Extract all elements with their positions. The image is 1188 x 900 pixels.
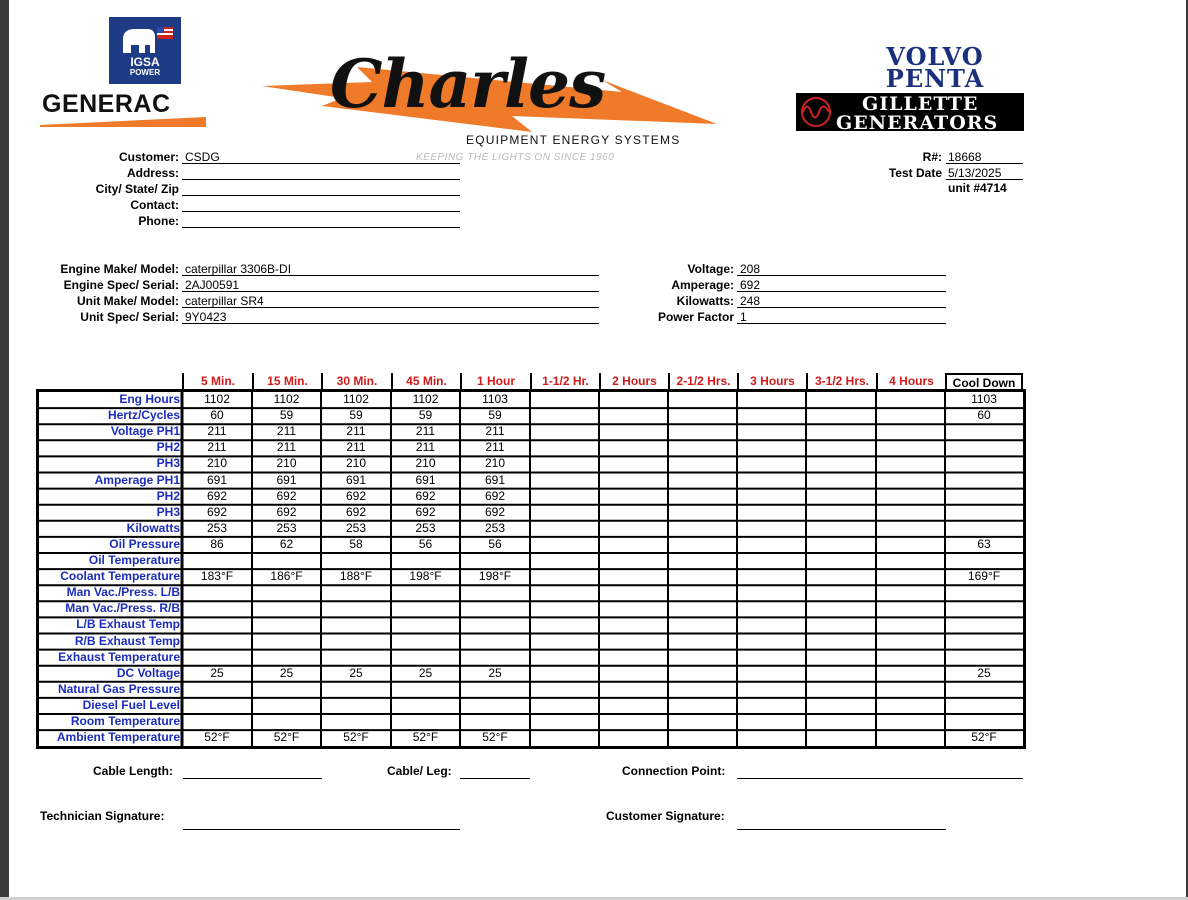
cable-length-line bbox=[183, 778, 322, 779]
table-cell: 186°F bbox=[270, 569, 303, 584]
table-cell: 211 bbox=[276, 424, 297, 439]
customer-field-label: Address: bbox=[126, 166, 179, 180]
table-cell: 59 bbox=[279, 408, 294, 423]
table-row-label: R/B Exhaust Temp bbox=[74, 633, 180, 648]
field-line bbox=[737, 323, 946, 324]
table-cell: 692 bbox=[415, 504, 436, 519]
table-cell: 1102 bbox=[273, 392, 300, 406]
gillette-logo bbox=[796, 93, 1024, 134]
table-row-label: Man Vac./Press. L/B bbox=[66, 585, 180, 600]
engine-field-label: Unit Make/ Model: bbox=[76, 294, 179, 308]
table-cell: 692 bbox=[206, 504, 228, 519]
igsa-sub: POWER bbox=[129, 68, 161, 77]
table-cell: 198°F bbox=[478, 569, 512, 584]
customer-field-label: City/ State/ Zip bbox=[95, 182, 179, 196]
table-row-label: Hertz/Cycles bbox=[107, 408, 180, 423]
table-cell: 1102 bbox=[204, 392, 230, 406]
generac-swoosh bbox=[40, 117, 206, 127]
table-row-label: PH3 bbox=[156, 504, 180, 519]
table-cell: 692 bbox=[276, 488, 297, 503]
table-cell: 52°F bbox=[343, 730, 369, 745]
table-cell: 56 bbox=[488, 536, 502, 551]
table-cell: 211 bbox=[346, 440, 366, 455]
table-cell: 211 bbox=[415, 440, 436, 455]
table-row-label: Natural Gas Pressure bbox=[57, 681, 180, 696]
table-row-label: PH2 bbox=[156, 488, 180, 503]
table-row-label: PH3 bbox=[156, 456, 180, 471]
table-cell: 210 bbox=[345, 456, 367, 471]
table-cell: 211 bbox=[207, 424, 227, 439]
table-cell: 691 bbox=[276, 472, 297, 487]
table-cell: 211 bbox=[276, 440, 297, 455]
table-cell: 25 bbox=[418, 665, 433, 680]
table-cell: 692 bbox=[345, 504, 367, 519]
column-header: Cool Down bbox=[945, 373, 1023, 389]
table-cell: 52°F bbox=[204, 730, 230, 745]
table-cell: 691 bbox=[484, 472, 506, 487]
table-row-label: PH2 bbox=[156, 440, 180, 455]
field-line bbox=[182, 179, 460, 180]
field-line bbox=[182, 275, 599, 276]
table-cell: 1102 bbox=[343, 392, 369, 406]
table-cell: 60 bbox=[977, 408, 991, 423]
field-line bbox=[182, 323, 599, 324]
table-row-label: Oil Pressure bbox=[109, 536, 180, 551]
column-header: 3 Hours bbox=[737, 373, 806, 389]
table-row-label: Oil Temperature bbox=[88, 553, 180, 567]
column-header: 30 Min. bbox=[321, 373, 391, 389]
table-cell: 1103 bbox=[482, 392, 508, 406]
table-cell: 210 bbox=[276, 456, 297, 471]
engine-field-value: 9Y0423 bbox=[185, 310, 227, 324]
table-cell: 692 bbox=[276, 504, 297, 519]
technician-signature-line bbox=[183, 829, 460, 830]
table-row-label: Man Vac./Press. R/B bbox=[65, 601, 180, 616]
customer-field-label: Phone: bbox=[138, 214, 179, 228]
engine-field-label: Engine Make/ Model: bbox=[60, 262, 179, 276]
electrical-field-value: 692 bbox=[740, 278, 761, 292]
table-cell: 211 bbox=[346, 424, 366, 439]
elephant-icon bbox=[117, 23, 173, 59]
field-line bbox=[946, 163, 1023, 164]
table-cell: 59 bbox=[488, 408, 502, 423]
field-line bbox=[182, 291, 599, 292]
field-line bbox=[182, 163, 460, 164]
table-cell: 253 bbox=[276, 520, 297, 535]
wave-icon bbox=[799, 97, 833, 127]
engine-field-value: caterpillar SR4 bbox=[185, 294, 264, 308]
table-cell: 188°F bbox=[339, 569, 373, 584]
table-row-label: Eng Hours bbox=[119, 392, 180, 406]
charles-subtitle: EQUIPMENT ENERGY SYSTEMS bbox=[466, 133, 681, 147]
page-edge bbox=[0, 0, 9, 900]
column-header: 2-1/2 Hrs. bbox=[668, 373, 737, 389]
electrical-field-label: Power Factor bbox=[657, 310, 734, 324]
r-number-value: 18668 bbox=[948, 150, 982, 164]
engine-field-label: Unit Spec/ Serial: bbox=[80, 310, 179, 324]
table-cell: 169°F bbox=[967, 569, 1001, 584]
volvo-line: VOLVO bbox=[886, 42, 984, 71]
charles-logo-text: Charles bbox=[330, 45, 606, 123]
table-cell: 1102 bbox=[412, 392, 439, 406]
table-row-label: Room Temperature bbox=[70, 714, 180, 728]
cable-leg-line bbox=[460, 778, 530, 779]
table-row-label: Exhaust Temperature bbox=[58, 649, 180, 664]
gillette-line: GILLETTE bbox=[862, 93, 979, 115]
table-cell: 253 bbox=[484, 520, 506, 535]
table-cell: 210 bbox=[415, 456, 436, 471]
table-cell: 692 bbox=[206, 488, 228, 503]
column-header: 1 Hour bbox=[460, 373, 530, 389]
table-cell: 52°F bbox=[482, 730, 508, 745]
table-cell: 63 bbox=[977, 536, 991, 551]
table-cell: 25 bbox=[210, 665, 224, 680]
customer-field-label: Customer: bbox=[118, 150, 179, 164]
table-cell: 25 bbox=[279, 665, 294, 680]
penta-line: PENTA bbox=[885, 64, 985, 93]
table-row-label: Voltage PH1 bbox=[110, 424, 180, 439]
table-cell: 253 bbox=[206, 520, 228, 535]
test-date-label: Test Date bbox=[888, 166, 942, 180]
technician-signature-label: Technician Signature: bbox=[40, 809, 165, 823]
table-cell: 52°F bbox=[273, 730, 300, 745]
table-cell: 691 bbox=[206, 472, 228, 487]
table-cell: 692 bbox=[484, 504, 506, 519]
table-cell: 25 bbox=[488, 665, 502, 680]
table-cell: 211 bbox=[207, 440, 227, 455]
customer-field-value: CSDG bbox=[185, 150, 220, 164]
field-line bbox=[946, 179, 1023, 180]
table-cell: 25 bbox=[977, 665, 991, 680]
table-cell: 210 bbox=[206, 456, 228, 471]
table-cell: 62 bbox=[279, 536, 294, 551]
table-cell: 86 bbox=[210, 536, 224, 551]
cable-length-label: Cable Length: bbox=[93, 764, 173, 778]
table-row-label: Amperage PH1 bbox=[94, 472, 180, 487]
table-cell: 198°F bbox=[409, 569, 442, 584]
connection-point-label: Connection Point: bbox=[622, 764, 726, 778]
r-number-label: R#: bbox=[922, 150, 942, 164]
table-row-label: Ambient Temperature bbox=[56, 730, 180, 745]
customer-signature-line bbox=[737, 829, 946, 830]
engine-field-label: Engine Spec/ Serial: bbox=[63, 278, 179, 292]
table-cell: 253 bbox=[415, 520, 436, 535]
table-cell: 56 bbox=[418, 536, 433, 551]
table-cell: 58 bbox=[349, 536, 363, 551]
electrical-field-label: Voltage: bbox=[687, 262, 734, 276]
column-header: 45 Min. bbox=[391, 373, 460, 389]
generators-line: GENERATORS bbox=[836, 112, 999, 134]
table-cell: 52°F bbox=[412, 730, 439, 745]
electrical-field-value: 1 bbox=[740, 310, 747, 324]
table-cell: 52°F bbox=[971, 730, 997, 745]
column-header: 3-1/2 Hrs. bbox=[806, 373, 876, 389]
table-row-label: DC Voltage bbox=[116, 665, 180, 680]
column-header: 4 Hours bbox=[876, 373, 945, 389]
electrical-field-label: Amperage: bbox=[671, 278, 734, 292]
table-cell: 692 bbox=[345, 488, 367, 503]
electrical-field-label: Kilowatts: bbox=[676, 294, 734, 308]
engine-field-value: caterpillar 3306B-DI bbox=[185, 262, 292, 276]
electrical-field-value: 208 bbox=[740, 262, 761, 276]
customer-field-label: Contact: bbox=[130, 198, 179, 212]
field-line bbox=[182, 307, 599, 308]
customer-signature-label: Customer Signature: bbox=[606, 809, 725, 823]
field-line bbox=[182, 227, 460, 228]
column-header: 5 Min. bbox=[182, 373, 252, 389]
table-cell: 691 bbox=[345, 472, 367, 487]
table-cell: 211 bbox=[415, 424, 436, 439]
field-line bbox=[182, 195, 460, 196]
engine-field-value: 2AJ00591 bbox=[185, 278, 240, 292]
table-cell: 692 bbox=[484, 488, 506, 503]
electrical-field-value: 248 bbox=[740, 294, 761, 308]
table-cell: 59 bbox=[418, 408, 433, 423]
igsa-name: IGSA bbox=[130, 55, 160, 69]
test-date-value: 5/13/2025 bbox=[948, 166, 1002, 180]
igsa-logo bbox=[109, 17, 181, 84]
table-cell: 59 bbox=[349, 408, 363, 423]
charles-tagline: KEEPING THE LIGHTS ON SINCE 1960 bbox=[416, 152, 615, 163]
generac-logo: GENERAC bbox=[42, 90, 171, 118]
connection-point-line bbox=[737, 778, 1023, 779]
column-header: 2 Hours bbox=[599, 373, 668, 389]
field-line bbox=[737, 307, 946, 308]
table-cell: 1103 bbox=[971, 392, 997, 406]
table-cell: 25 bbox=[349, 665, 363, 680]
cable-leg-label: Cable/ Leg: bbox=[387, 764, 452, 778]
table-row-label: Coolant Temperature bbox=[60, 569, 180, 584]
table-cell: 60 bbox=[210, 408, 224, 423]
table-cell: 183°F bbox=[200, 569, 234, 584]
column-header: 15 Min. bbox=[252, 373, 321, 389]
table-cell: 253 bbox=[345, 520, 367, 535]
table-cell: 691 bbox=[415, 472, 436, 487]
volvo-penta-logo bbox=[858, 42, 1012, 93]
table-cell: 211 bbox=[485, 424, 505, 439]
table-cell: 210 bbox=[484, 456, 506, 471]
field-line bbox=[182, 211, 460, 212]
field-line bbox=[737, 275, 946, 276]
table-row-label: Kilowatts bbox=[126, 520, 180, 535]
table-cell: 211 bbox=[485, 440, 505, 455]
table-row-label: Diesel Fuel Level bbox=[82, 697, 180, 712]
column-header: 1-1/2 Hr. bbox=[530, 373, 599, 389]
table-cell: 692 bbox=[415, 488, 436, 503]
table-row-label: L/B Exhaust Temp bbox=[76, 617, 180, 632]
field-line bbox=[737, 291, 946, 292]
unit-number: unit #4714 bbox=[948, 181, 1007, 195]
